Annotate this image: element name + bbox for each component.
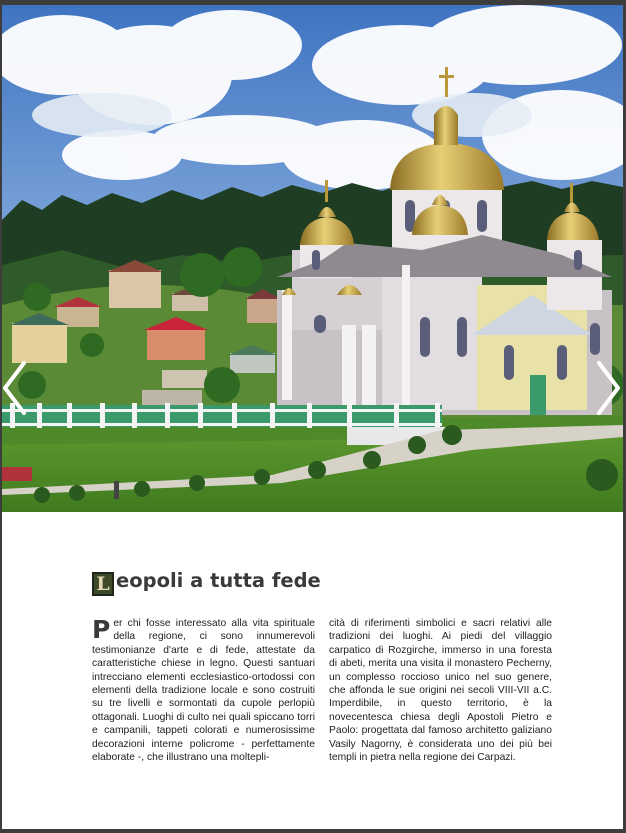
column-right-text: cità di riferimenti simbolici e sacri relativi alle tradizioni dei luoghi. Ai piedi del villaggio carpatico di Rozgirche, immerso in una foresta di abeti, merita una visita il monastero Pecherny, un complesso roccioso unico nel suo genere, che affonda le sue origini nei secoli VIII-VII a.C. Imperdibile, in questo territorio, è la novecentesca chiesa degli Apostoli Pietro e Paolo: progettata dal famoso architetto galiziano Vasily Nagorny, è considerata uno dei più bei templi in pietra nella regione dei Carpazi. bbox=[329, 618, 552, 764]
bottom-frame bbox=[0, 829, 626, 833]
article-column-left bbox=[92, 617, 315, 764]
title-initial: L bbox=[92, 572, 114, 596]
next-arrow[interactable] bbox=[593, 358, 623, 418]
column-left-text: er chi fosse interessato alla vita spirituale della regione, ci sono innumerevoli testimonianze d'arte e di fede, attestate da caratteristiche chiese in legno. Questi santuari intrecciano elementi ecclesiastico-ortodossi con elementi della tradizione locale e sono costruiti su tre livelli e sormontati da cupole perlopiù ottagonali. Luoghi di culto nei quali spiccano torri e campanili, tappeti colorati e numerosissime decorazioni interne policrome - perfettamente elaborate -, che illustrano una moltepli- bbox=[92, 618, 315, 764]
title-text: eopoli a tutta fede bbox=[116, 569, 321, 592]
article-title bbox=[92, 569, 321, 599]
article-column-right bbox=[329, 617, 552, 764]
prev-arrow[interactable] bbox=[0, 358, 30, 418]
chevron-right-icon bbox=[593, 358, 623, 418]
chevron-left-icon bbox=[0, 358, 30, 418]
hero-photo bbox=[2, 5, 623, 512]
dropcap: P bbox=[92, 615, 111, 644]
